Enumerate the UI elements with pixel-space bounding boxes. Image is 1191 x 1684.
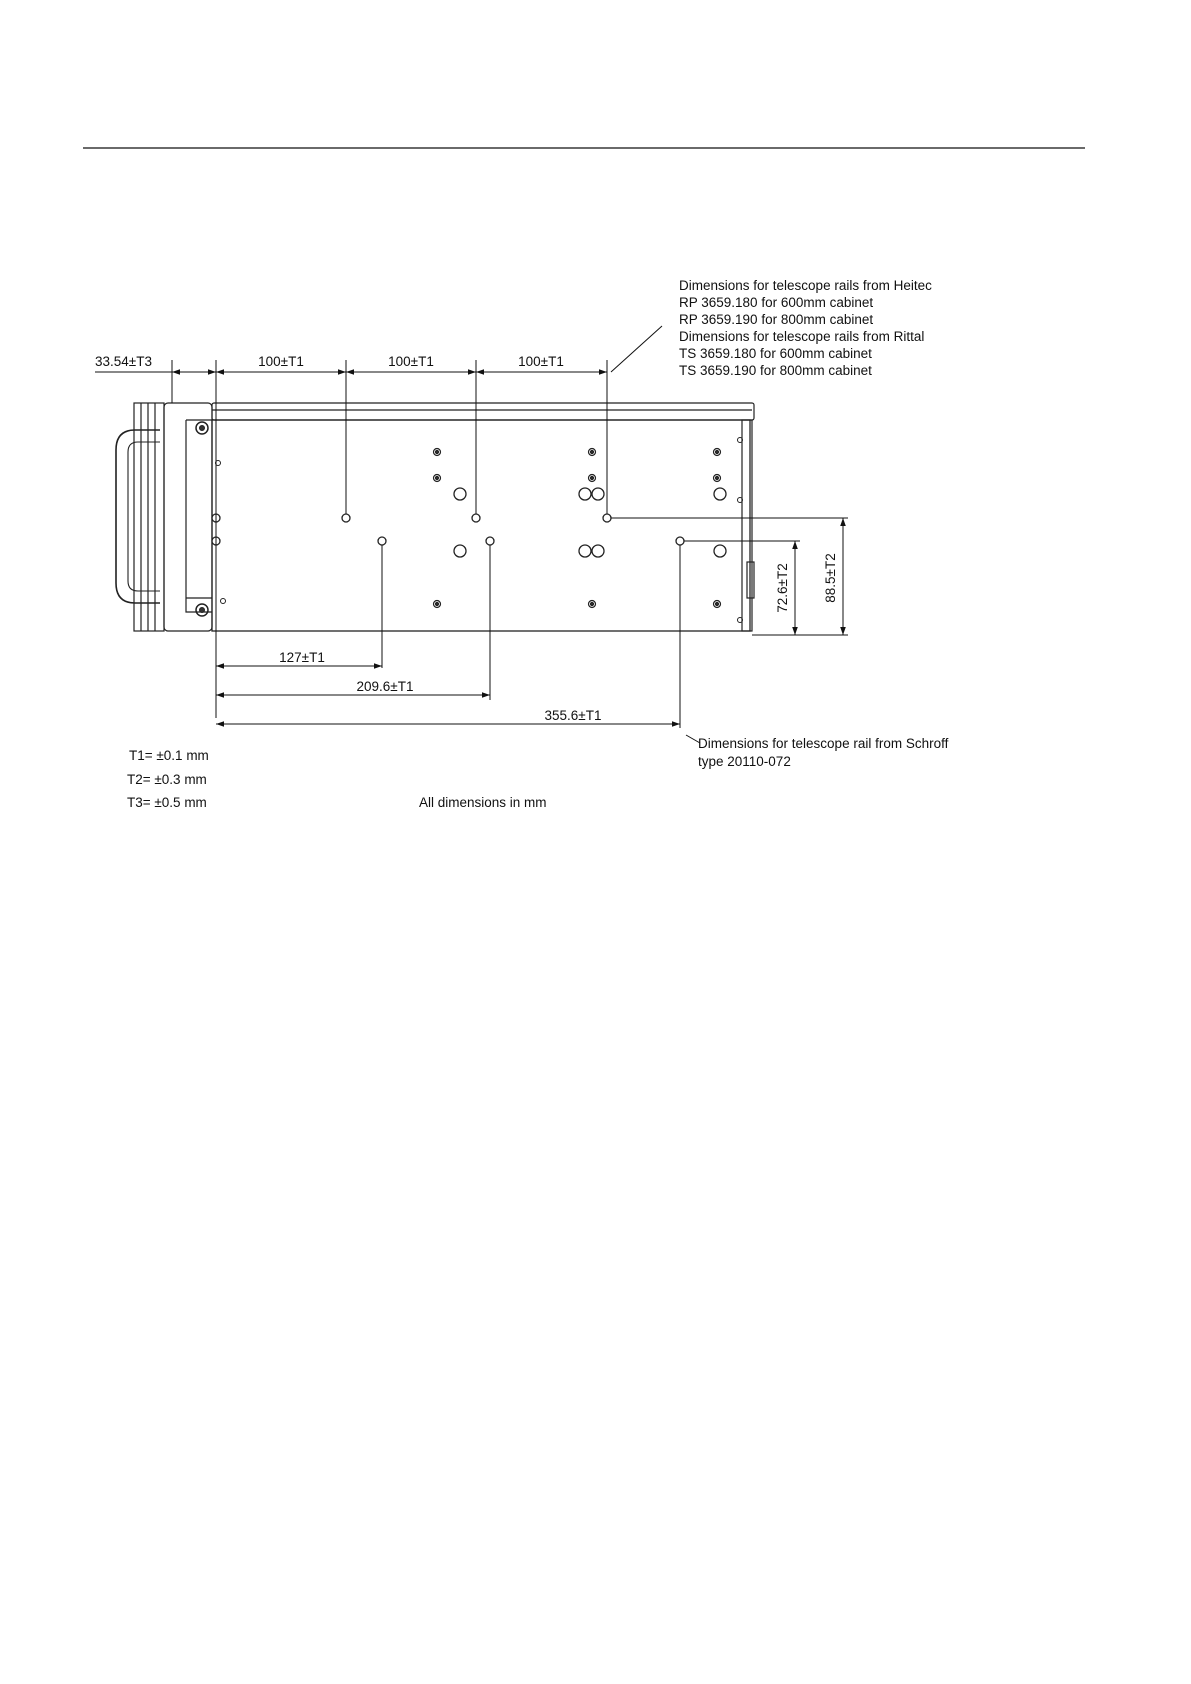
handle (116, 430, 160, 603)
front-flange (134, 403, 164, 631)
tolerance-t1: T1= ±0.1 mm (129, 748, 209, 763)
rittal-line-1: TS 3659.180 for 600mm cabinet (679, 346, 872, 361)
tolerance-t3: T3= ±0.5 mm (127, 795, 207, 810)
dim-vertical-1: 72.6±T2 (775, 563, 790, 613)
tolerance-legend (127, 748, 209, 810)
front-bracket (164, 403, 212, 631)
schroff-note (698, 736, 949, 769)
schroff-title: Dimensions for telescope rail from Schroff (698, 736, 949, 751)
mounting-holes (212, 488, 726, 557)
dim-pitch-3: 100±T1 (518, 354, 564, 369)
heitec-line-2: RP 3659.190 for 800mm cabinet (679, 312, 874, 327)
rittal-title: Dimensions for telescope rails from Rittal (679, 329, 925, 344)
bracket-screws (196, 422, 743, 623)
extension-lines (172, 360, 848, 728)
schroff-line-1: type 20110-072 (698, 754, 791, 769)
dim-pitch-1: 100±T1 (258, 354, 304, 369)
dim-bottom-2: 209.6±T1 (356, 679, 414, 694)
dim-bottom-1: 127±T1 (279, 650, 325, 665)
rittal-note (679, 329, 924, 378)
tolerance-t2: T2= ±0.3 mm (127, 772, 207, 787)
dim-bottom-3: 355.6±T1 (544, 708, 602, 723)
dim-vertical-2: 88.5±T2 (823, 553, 838, 603)
dim-offset: 33.54±T3 (95, 354, 152, 369)
main-body (212, 420, 750, 631)
heitec-note (679, 278, 932, 327)
units-note: All dimensions in mm (419, 795, 547, 810)
heitec-leader (611, 326, 662, 372)
screw-heads (434, 449, 721, 608)
dim-pitch-2: 100±T1 (388, 354, 434, 369)
heitec-title: Dimensions for telescope rails from Heitec (679, 278, 932, 293)
heitec-line-1: RP 3659.180 for 600mm cabinet (679, 295, 874, 310)
top-rail (212, 403, 754, 420)
rittal-line-2: TS 3659.190 for 800mm cabinet (679, 363, 872, 378)
dimension-labels (95, 354, 838, 723)
dimension-lines (95, 326, 843, 743)
